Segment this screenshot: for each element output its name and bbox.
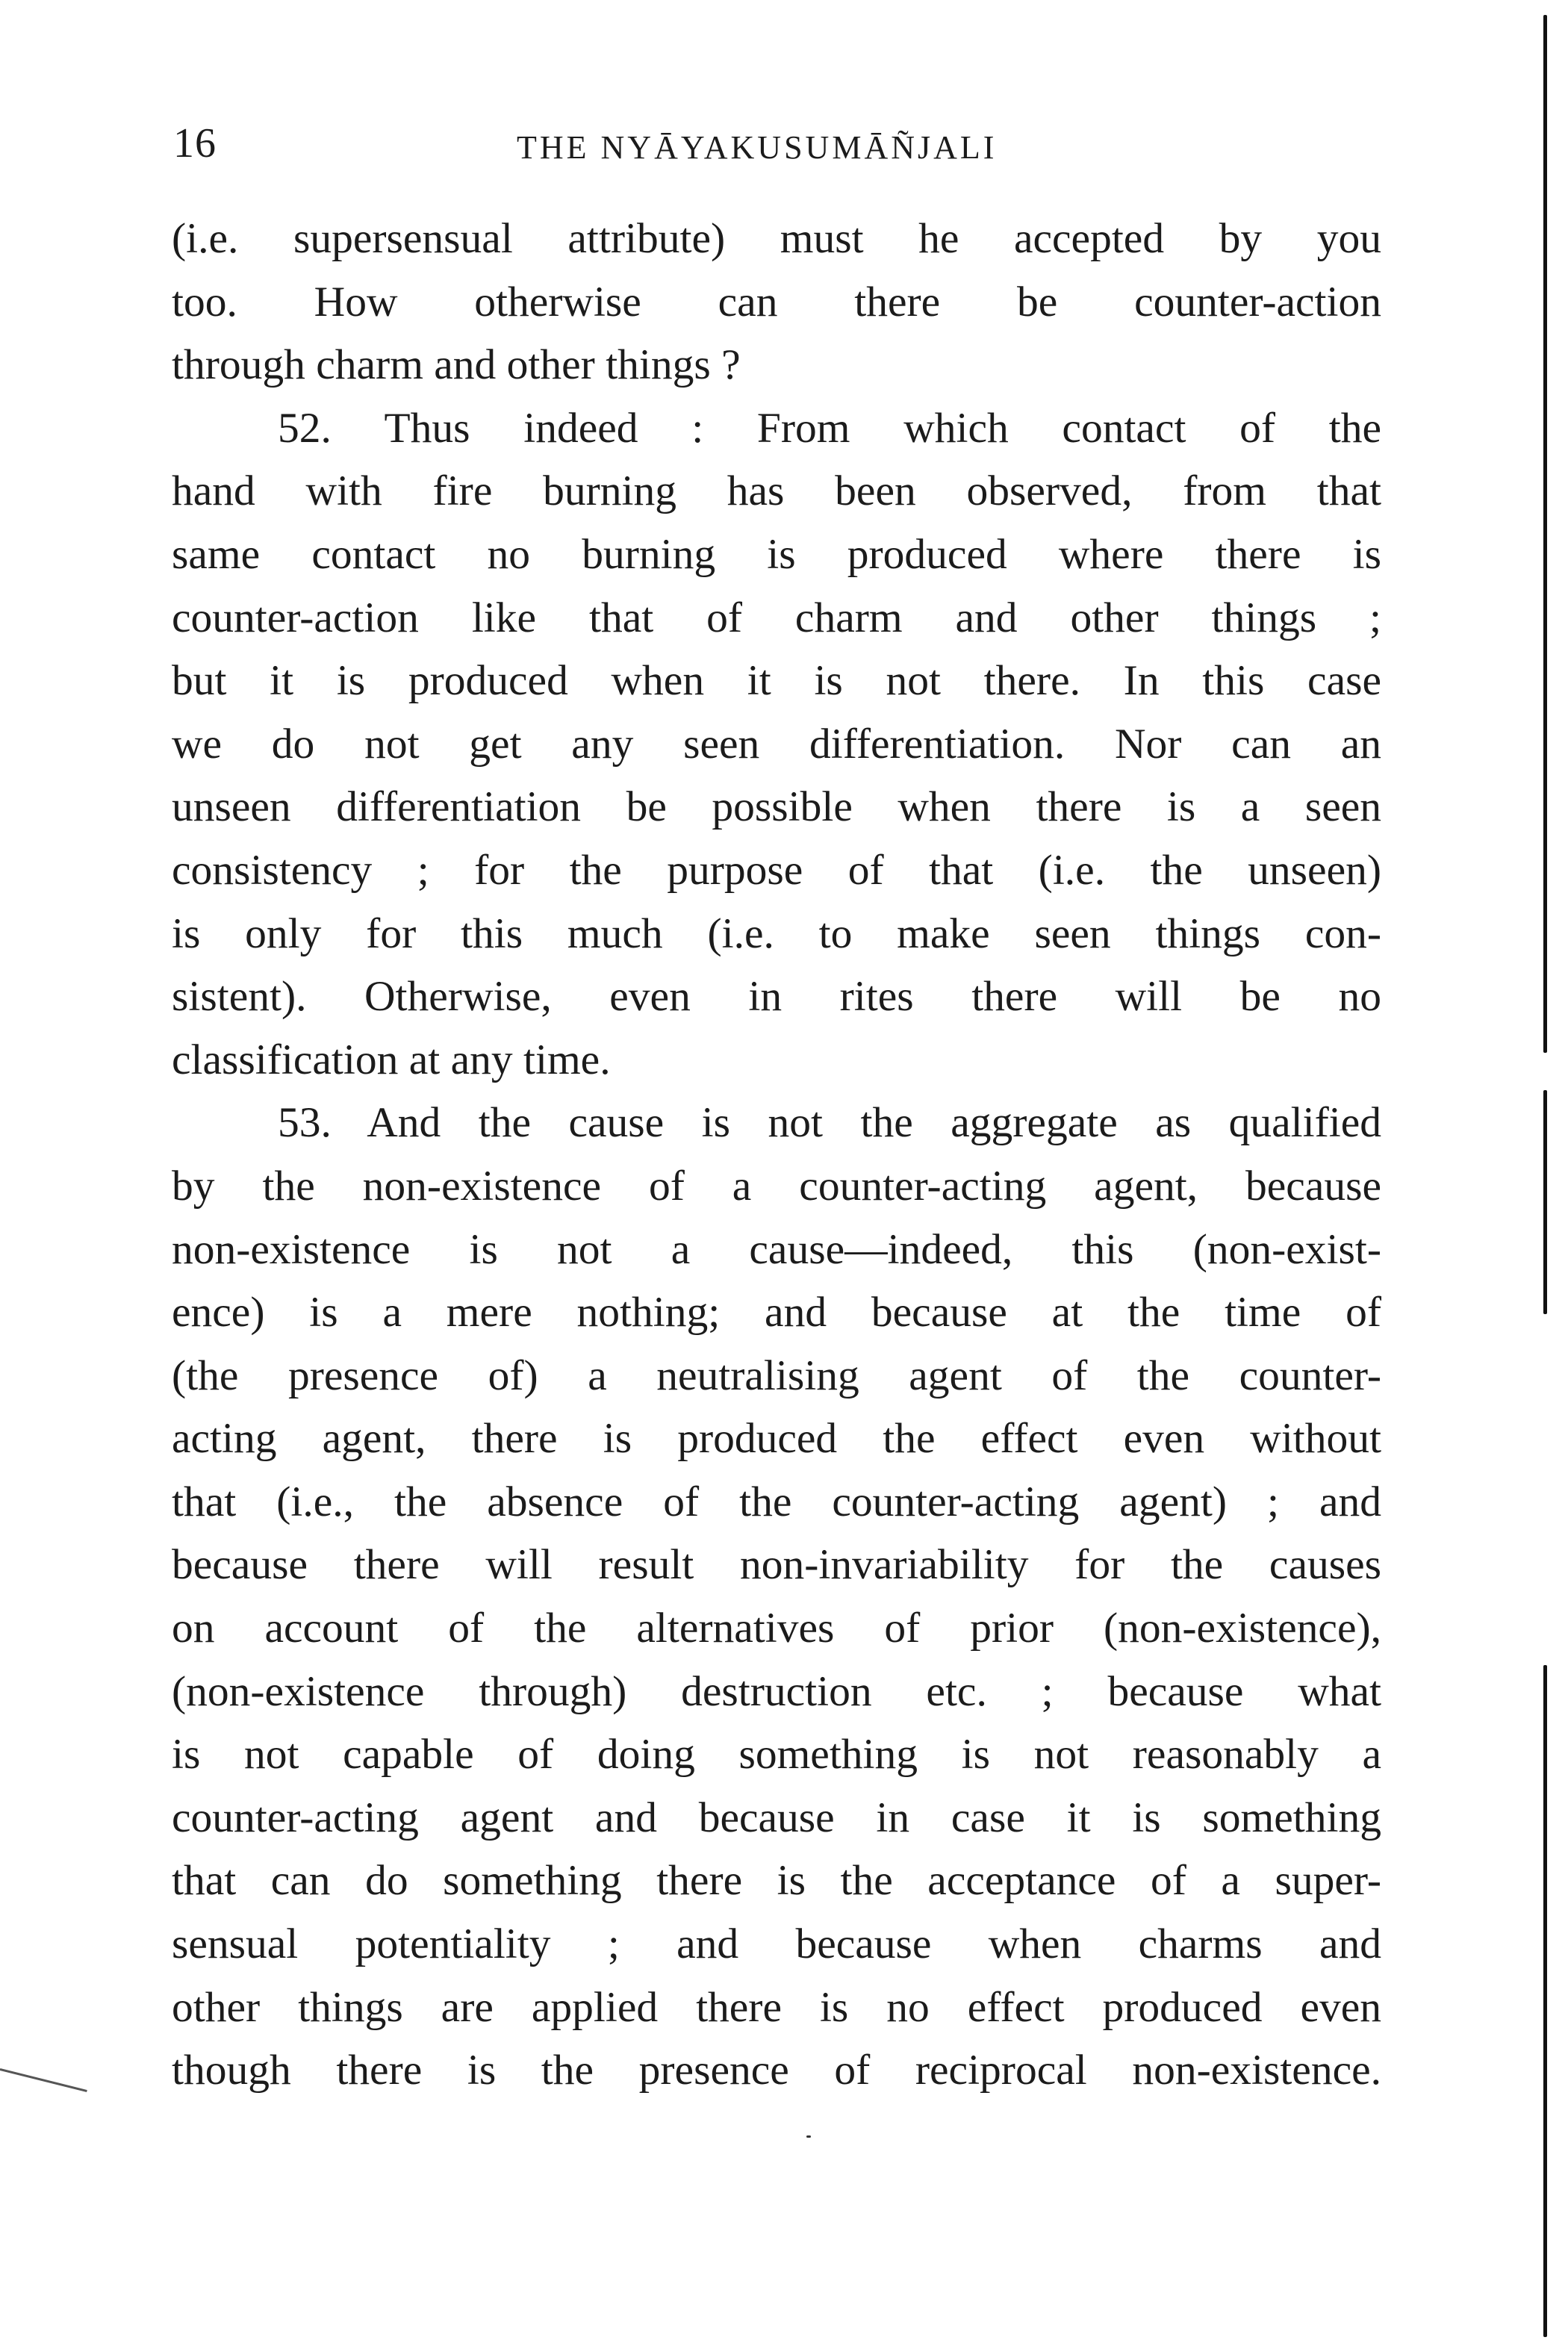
- text-line: other things are applied there is no effect produced even: [172, 1983, 1381, 2031]
- text-line: acting agent, there is produced the effect even without: [172, 1415, 1381, 1463]
- text-line: sensual potentiality ; and because when charms and: [172, 1920, 1381, 1968]
- scan-mark: [0, 2068, 87, 2092]
- text-line: we do not get any seen differentiation. Nor can an: [172, 720, 1381, 768]
- text-line: unseen differentiation be possible when there is a seen: [172, 783, 1381, 831]
- text-line: non-existence is not a cause—indeed, this (non-exist-: [172, 1225, 1381, 1273]
- text-line: same contact no burning is produced where there is: [172, 530, 1381, 578]
- body-text: [172, 208, 1381, 2103]
- paragraph-52-start: 52. Thus indeed : From which contact of the: [278, 404, 1381, 452]
- text-line: though there is the presence of reciprocal non-existence.: [172, 2047, 1381, 2094]
- text-line: that can do something there is the acceptance of a super-: [172, 1857, 1381, 1905]
- text-line: ence) is a mere nothing; and because at the time of: [172, 1289, 1381, 1337]
- text-line: classification at any time.: [172, 1036, 611, 1083]
- text-line: through charm and other things ?: [172, 341, 741, 389]
- text-line: sistent). Otherwise, even in rites there will be no: [172, 973, 1381, 1021]
- paragraph-53-start: 53. And the cause is not the aggregate as qualified: [278, 1099, 1381, 1147]
- text-line: by the non-existence of a counter-acting agent, because: [172, 1162, 1381, 1210]
- text-line: (non-existence through) destruction etc. ; because what: [172, 1667, 1381, 1715]
- binding-edge-middle: [1543, 1090, 1547, 1314]
- text-line: too. How otherwise can there be counter-action: [172, 278, 1381, 326]
- binding-edge-lower: [1543, 1665, 1547, 2337]
- text-line: consistency ; for the purpose of that (i.e. the unseen): [172, 846, 1381, 894]
- text-line: on account of the alternatives of prior (non-existence),: [172, 1605, 1381, 1652]
- running-title: THE NYĀYAKUSUMĀÑJALI: [517, 129, 998, 166]
- page-number: 16: [173, 120, 217, 167]
- text-line: that (i.e., the absence of the counter-acting agent) ; and: [172, 1478, 1381, 1525]
- text-line: hand with fire burning has been observed, from that: [172, 467, 1381, 515]
- running-head: [173, 119, 1383, 172]
- text-line: but it is produced when it is not there. In this case: [172, 657, 1381, 705]
- binding-edge-upper: [1543, 15, 1547, 1053]
- ink-speck: [806, 2135, 811, 2138]
- text-line: is not capable of doing something is not reasonably a: [172, 1731, 1381, 1779]
- text-line: (i.e. supersensual attribute) must he accepted by you: [172, 215, 1381, 262]
- text-line: counter-acting agent and because in case it is something: [172, 1793, 1381, 1841]
- text-line: is only for this much (i.e. to make seen things con-: [172, 909, 1381, 957]
- text-line: counter-action like that of charm and other things ;: [172, 594, 1381, 641]
- text-line: (the presence of) a neutralising agent of the counter-: [172, 1351, 1381, 1399]
- text-line: because there will result non-invariability for the causes: [172, 1541, 1381, 1589]
